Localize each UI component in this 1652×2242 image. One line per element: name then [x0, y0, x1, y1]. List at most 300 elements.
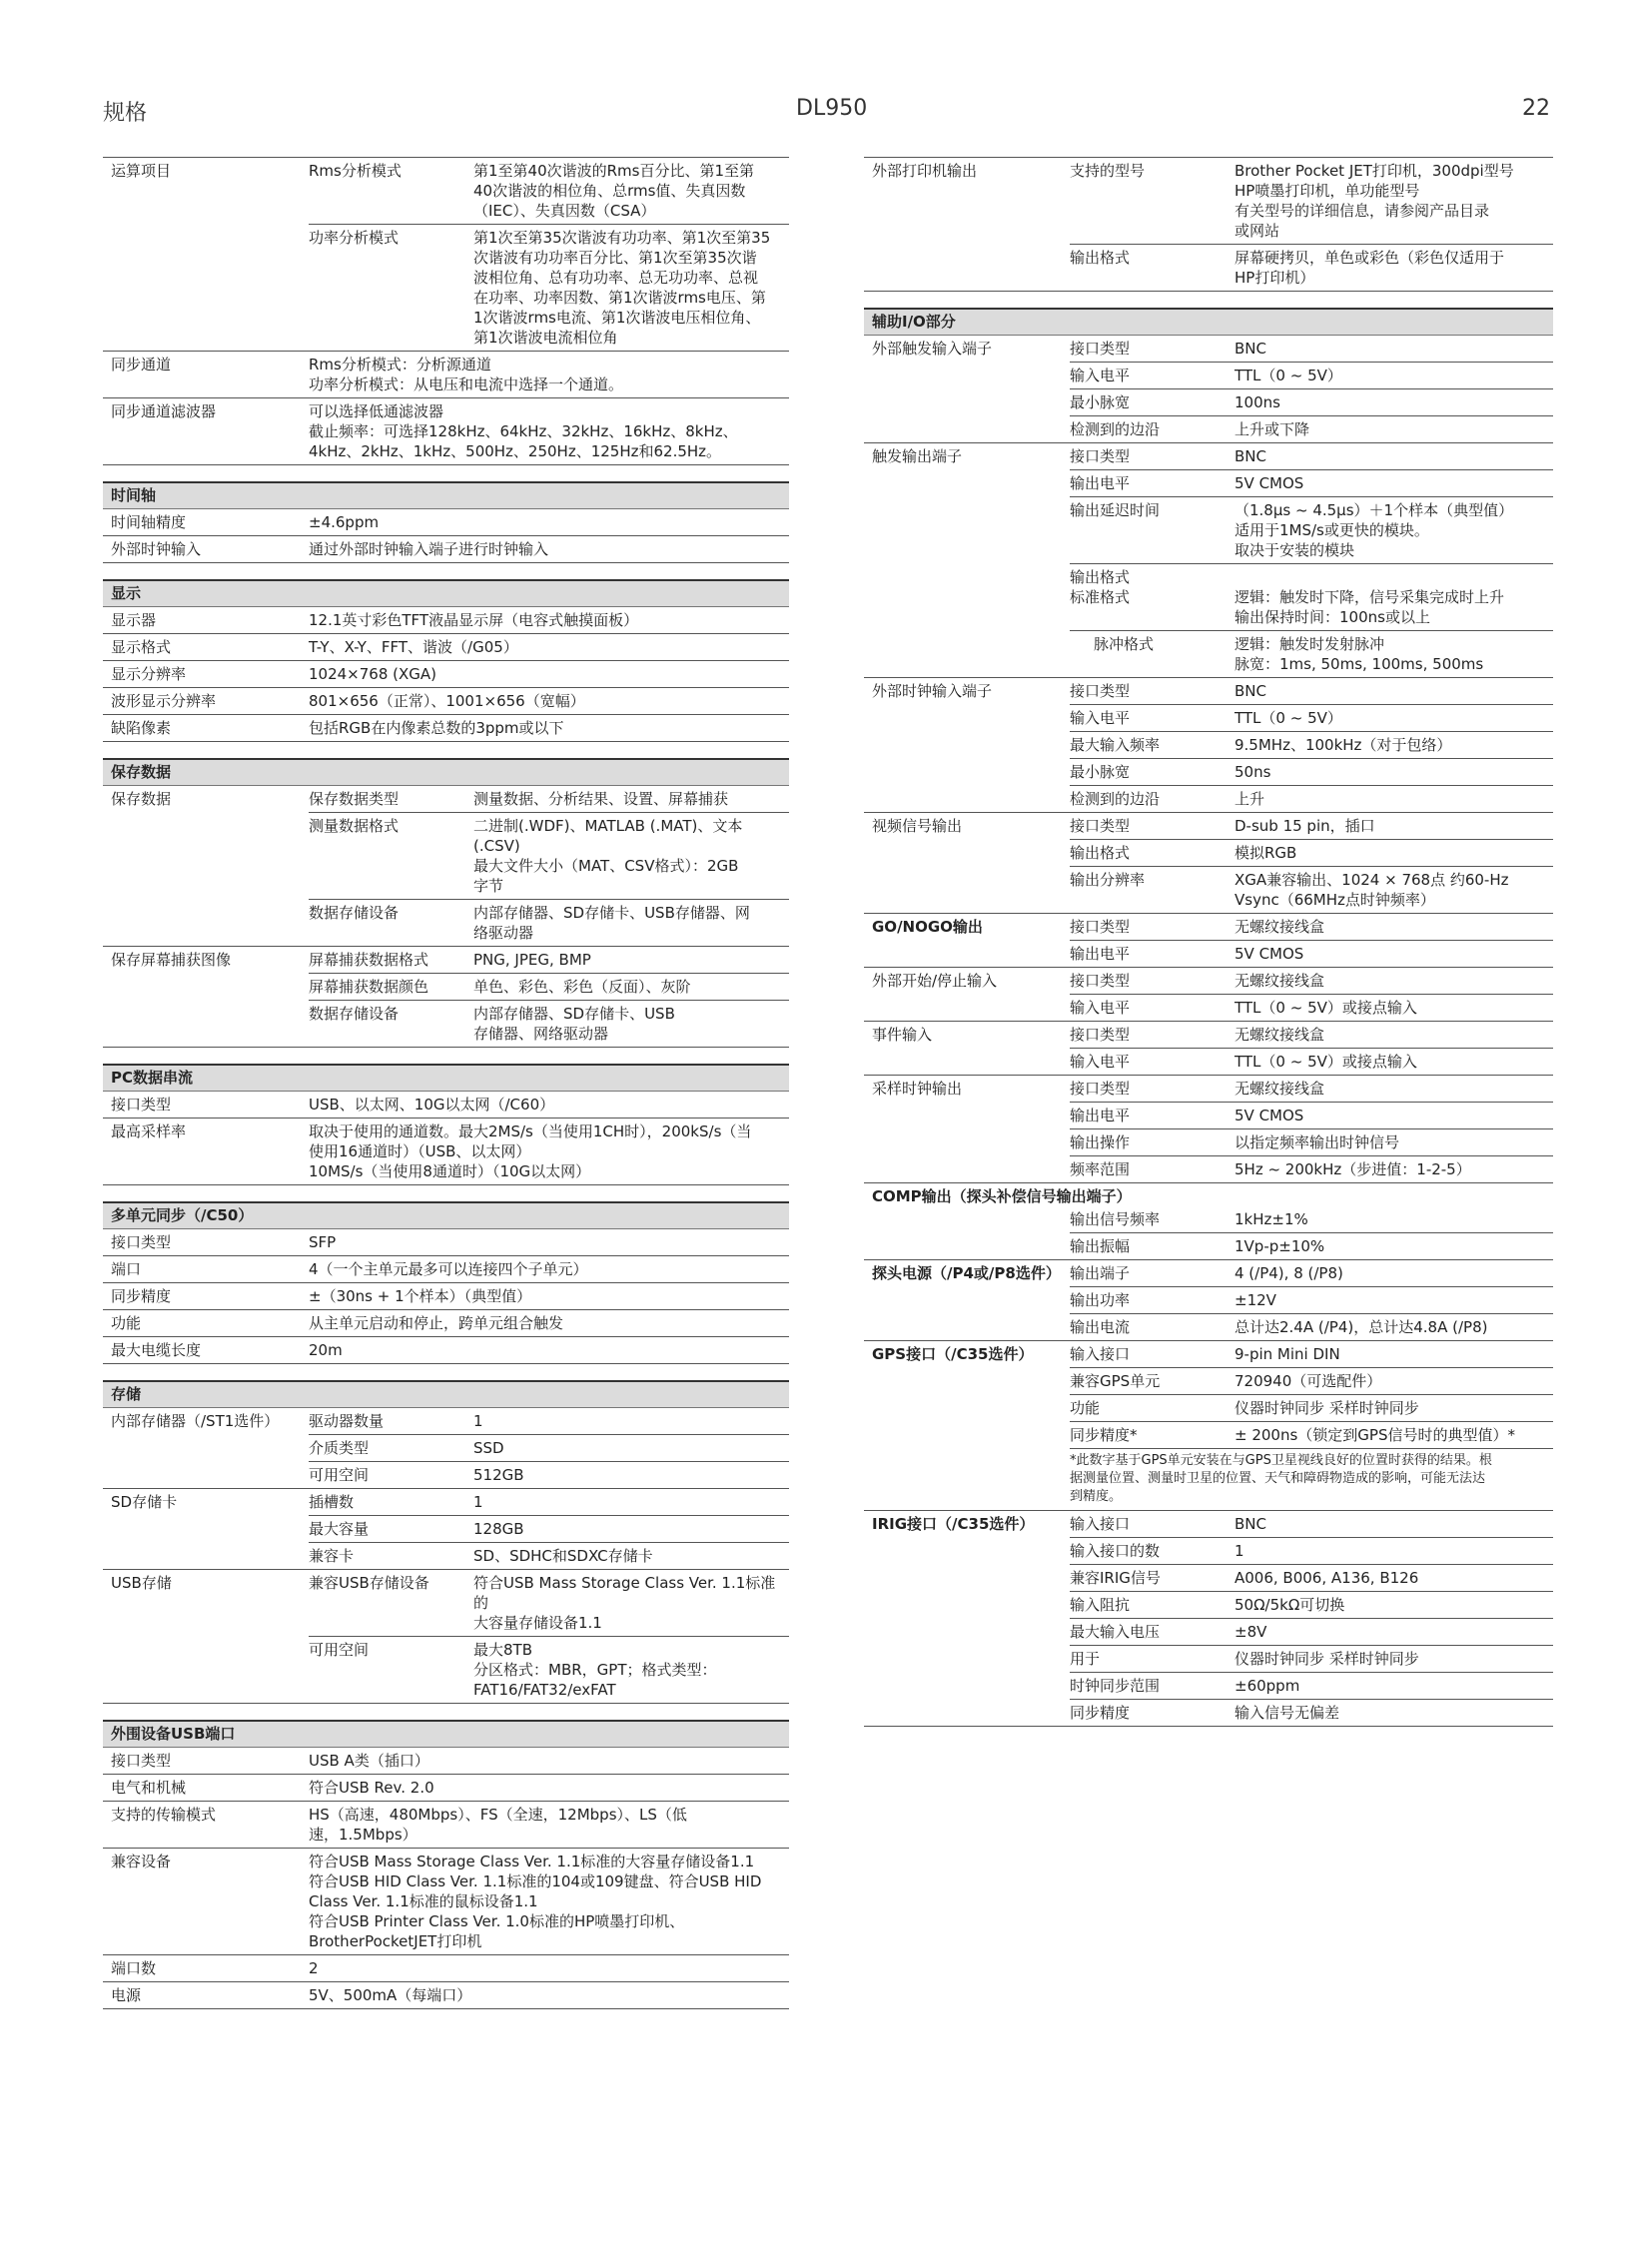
spec-sub-value: 9.5MHz、100kHz（对于包络） — [1235, 736, 1452, 754]
spec-sub-label: 兼容IRIG信号 — [1070, 1569, 1161, 1587]
spec-subrow — [1070, 336, 1553, 363]
spec-subrow — [1070, 470, 1553, 497]
spec-label: 波形显示分辨率 — [111, 692, 217, 710]
spec-subrow — [309, 158, 789, 225]
spec-sub-label: 数据存储设备 — [309, 1005, 400, 1023]
spec-subrow — [1070, 1592, 1553, 1619]
spec-subrow — [309, 900, 789, 946]
spec-row — [103, 1748, 789, 1775]
spec-sub-label: 输出振幅 — [1070, 1237, 1131, 1255]
spec-subrow — [1070, 759, 1553, 786]
spec-label: 显示器 — [111, 611, 157, 629]
spec-subrow — [309, 813, 789, 900]
spec-row — [864, 443, 1553, 678]
spec-sub-label: 接口类型 — [1070, 817, 1131, 835]
spec-row — [103, 715, 789, 742]
spec-label: 最大电缆长度 — [111, 1341, 202, 1359]
spec-sub-value: 测量数据、分析结果、设置、屏幕捕获 — [473, 790, 729, 808]
spec-sub-value: TTL（0 ~ 5V）或接点输入 — [1235, 1053, 1417, 1071]
spec-sub-label: 输入接口 — [1070, 1515, 1131, 1533]
spec-sub-value: 5V CMOS — [1235, 1107, 1304, 1124]
spec-label: 同步通道 — [111, 356, 172, 374]
spec-sub-label: 输入阻抗 — [1070, 1596, 1131, 1614]
spec-sub-label: Rms分析模式 — [309, 162, 402, 180]
spec-value: 从主单元启动和停止，跨单元组合触发 — [309, 1314, 564, 1332]
spec-row — [864, 1341, 1553, 1511]
spec-label: 端口 — [111, 1260, 142, 1278]
section-title: PC数据串流 — [103, 1064, 789, 1092]
spec-value: Rms分析模式：分析源通道 功率分析模式：从电压和电流中选择一个通道。 — [309, 356, 624, 393]
spec-subrow — [1070, 1049, 1553, 1075]
spec-sub-value: 内部存储器、SD存储卡、USB存储器、网 络驱动器 — [473, 904, 750, 942]
spec-section — [103, 1064, 789, 1185]
spec-subrow — [1070, 840, 1553, 867]
spec-subrow — [309, 1435, 789, 1462]
spec-subrow — [1070, 1314, 1553, 1340]
spec-value: 5V、500mA（每端口） — [309, 1986, 472, 2004]
spec-label: 采样时钟输出 — [872, 1080, 963, 1098]
spec-row — [864, 336, 1553, 443]
spec-section — [864, 157, 1553, 292]
spec-sub-label: 输出分辨率 — [1070, 871, 1146, 889]
spec-value: 符合USB Mass Storage Class Ver. 1.1标准的大容量存储设备1.1 符合USB HID Class Ver. 1.1标准的104或109键盘、符合USB HID Class Ver. 1.1标准的鼠标设备1.1 符合USB Printer Class Ver. 1.0标准的HP喷墨打印机、 BrotherPocketJET打印机 — [309, 1853, 762, 1950]
spec-row-group — [864, 1183, 1553, 1259]
spec-row — [103, 661, 789, 688]
spec-sub-value: 以指定频率输出时钟信号 — [1235, 1133, 1400, 1151]
spec-sub-label: 最大容量 — [309, 1520, 370, 1538]
spec-sub-label: 接口类型 — [1070, 340, 1131, 358]
spec-sub-label: 输入电平 — [1070, 999, 1131, 1017]
spec-value: SFP — [309, 1233, 337, 1251]
spec-sub-label: 可用空间 — [309, 1641, 370, 1659]
spec-sub-label: 输出电平 — [1070, 945, 1131, 963]
spec-value: 通过外部时钟输入端子进行时钟输入 — [309, 540, 549, 558]
spec-sub-value: 内部存储器、SD存储卡、USB 存储器、网络驱动器 — [473, 1005, 675, 1043]
spec-sub-label: 输出电平 — [1070, 474, 1131, 492]
spec-row — [103, 1408, 789, 1489]
spec-row — [103, 688, 789, 715]
spec-subrows — [309, 786, 789, 946]
spec-subrow — [1070, 1287, 1553, 1314]
section-title: 外围设备USB端口 — [103, 1720, 789, 1748]
spec-subrow — [1070, 1700, 1553, 1726]
spec-row — [103, 509, 789, 536]
spec-label: 保存数据 — [111, 790, 172, 808]
spec-row — [864, 1511, 1553, 1727]
spec-sub-value: 无螺纹接线盒 — [1235, 1080, 1325, 1098]
spec-label: 探头电源（/P4或/P8选件） — [872, 1264, 1061, 1282]
spec-subrow — [1070, 995, 1553, 1021]
spec-value: 符合USB Rev. 2.0 — [309, 1779, 434, 1797]
spec-sub-label: 频率范围 — [1070, 1160, 1131, 1178]
spec-row — [103, 786, 789, 947]
spec-sub-value: 50ns — [1235, 763, 1271, 781]
spec-sub-value: 仪器时钟同步 采样时钟同步 — [1235, 1650, 1419, 1668]
spec-value: 包括RGB在内像素总数的3ppm或以下 — [309, 719, 564, 737]
spec-sub-label: 兼容USB存储设备 — [309, 1574, 429, 1592]
spec-sub-value: 512GB — [473, 1466, 524, 1484]
spec-sub-value: 符合USB Mass Storage Class Ver. 1.1标准的 大容量存储设备1.1 — [473, 1574, 776, 1632]
spec-value: 1024×768 (XGA) — [309, 665, 437, 683]
spec-label: 运算项目 — [111, 162, 172, 180]
spec-label: 外部打印机输出 — [872, 162, 978, 180]
spec-sub-label: 最小脉宽 — [1070, 763, 1131, 781]
spec-sub-value: 总计达2.4A (/P4)，总计达4.8A (/P8) — [1235, 1318, 1488, 1336]
spec-sub-value: ±12V — [1235, 1291, 1276, 1309]
spec-sub-value: 4 (/P4), 8 (/P8) — [1235, 1264, 1343, 1282]
spec-row — [103, 1229, 789, 1256]
spec-sub-label: 脉冲格式 — [1094, 635, 1155, 653]
spec-subrow — [1070, 1565, 1553, 1592]
spec-sub-value: TTL（0 ~ 5V） — [1235, 709, 1342, 727]
spec-sub-value: 1Vp-p±10% — [1235, 1237, 1325, 1255]
spec-sub-value: 屏幕硬拷贝，单色或彩色（彩色仅适用于 HP打印机） — [1235, 249, 1505, 287]
spec-sub-value: 模拟RGB — [1235, 844, 1297, 862]
spec-section — [103, 579, 789, 742]
spec-section — [103, 1380, 789, 1704]
spec-value: ±4.6ppm — [309, 513, 380, 531]
spec-row — [864, 1183, 1553, 1260]
spec-row — [103, 1849, 789, 1955]
spec-sub-value: 最大8TB 分区格式：MBR，GPT；格式类型： FAT16/FAT32/exFAT — [473, 1641, 717, 1699]
spec-sub-label: 接口类型 — [1070, 1026, 1131, 1044]
spec-sub-value: 1kHz±1% — [1235, 1210, 1308, 1228]
spec-value: USB、以太网、10G以太网（/C60） — [309, 1096, 555, 1114]
spec-label: COMP输出（探头补偿信号输出端子） — [872, 1187, 1132, 1205]
spec-subrow — [309, 1637, 789, 1703]
spec-sub-value: 无螺纹接线盒 — [1235, 972, 1325, 990]
spec-subrow — [1070, 1341, 1553, 1368]
spec-sub-label: 屏幕捕获数据格式 — [309, 951, 429, 969]
spec-sub-value: 无螺纹接线盒 — [1235, 1026, 1325, 1044]
spec-row — [103, 1119, 789, 1185]
spec-label: 显示格式 — [111, 638, 172, 656]
spec-subrows — [309, 947, 789, 1047]
spec-subrow — [1070, 867, 1553, 913]
spec-subrows — [1070, 1206, 1553, 1259]
spec-label: 电气和机械 — [111, 1779, 187, 1797]
section-title: 多单元同步（/C50） — [103, 1201, 789, 1229]
spec-subrow — [1070, 1646, 1553, 1673]
section-title: 辅助I/O部分 — [864, 308, 1553, 336]
spec-sub-value: 仪器时钟同步 采样时钟同步 — [1235, 1399, 1419, 1417]
left-column — [103, 157, 789, 2009]
spec-subrow — [1070, 813, 1553, 840]
spec-subrow — [1070, 1673, 1553, 1700]
spec-sub-value: TTL（0 ~ 5V）或接点输入 — [1235, 999, 1417, 1017]
spec-subrows — [309, 158, 789, 351]
spec-sub-value: 5V CMOS — [1235, 474, 1304, 492]
spec-sub-label: 输入接口 — [1070, 1345, 1131, 1363]
spec-label: 缺陷像素 — [111, 719, 172, 737]
spec-row — [103, 1775, 789, 1802]
spec-row — [864, 1260, 1553, 1341]
spec-sub-block — [864, 1206, 1553, 1259]
spec-sub-label: 兼容GPS单元 — [1070, 1372, 1161, 1390]
spec-row — [103, 634, 789, 661]
spec-sub-value: XGA兼容输出、1024 × 768点 约60-Hz Vsync（66MHz点时钟频率） — [1235, 871, 1509, 909]
spec-subrow — [309, 1462, 789, 1488]
spec-sub-value: 1 — [473, 1493, 483, 1511]
spec-sub-label: 检测到的边沿 — [1070, 420, 1161, 438]
spec-sub-value: TTL（0 ~ 5V） — [1235, 367, 1342, 384]
spec-subrow — [309, 786, 789, 813]
spec-sub-label: 测量数据格式 — [309, 817, 400, 835]
spec-value: 801×656（正常）、1001×656（宽幅） — [309, 692, 585, 710]
spec-subrow — [309, 1489, 789, 1516]
spec-row — [103, 607, 789, 634]
spec-subrow — [309, 1543, 789, 1569]
spec-subrow — [309, 1408, 789, 1435]
spec-row — [103, 398, 789, 465]
spec-subrows — [1070, 678, 1553, 812]
spec-sub-value: PNG, JPEG, BMP — [473, 951, 591, 969]
spec-row — [103, 536, 789, 563]
section-title: 保存数据 — [103, 758, 789, 786]
spec-subrow — [1070, 1206, 1553, 1233]
spec-value: 4（一个主单元最多可以连接四个子单元） — [309, 1260, 588, 1278]
spec-sub-value: ±8V — [1235, 1623, 1267, 1641]
spec-subrow — [1070, 564, 1553, 631]
spec-subrow — [1070, 786, 1553, 812]
spec-sub-label: 最大输入频率 — [1070, 736, 1161, 754]
spec-sub-value: 输入信号无偏差 — [1235, 1704, 1340, 1722]
spec-section — [103, 1201, 789, 1364]
spec-subrow — [1070, 497, 1553, 564]
spec-subrow — [1070, 1422, 1553, 1449]
spec-row — [103, 1570, 789, 1704]
spec-subrow — [1070, 968, 1553, 995]
spec-label: 保存屏幕捕获图像 — [111, 951, 232, 969]
spec-sub-label: 接口类型 — [1070, 1080, 1131, 1098]
spec-subrows — [1070, 1341, 1553, 1510]
spec-subrow — [309, 1516, 789, 1543]
spec-row — [103, 352, 789, 398]
spec-sub-value: A006, B006, A136, B126 — [1235, 1569, 1419, 1587]
spec-subrow — [1070, 1233, 1553, 1259]
spec-row — [864, 678, 1553, 813]
spec-row — [103, 1982, 789, 2009]
spec-label: 事件输入 — [872, 1026, 933, 1044]
spec-sub-value: 无螺纹接线盒 — [1235, 918, 1325, 936]
spec-subrows — [1070, 813, 1553, 913]
spec-subrow — [1070, 941, 1553, 967]
spec-row — [103, 1256, 789, 1283]
spec-sub-label: 输入电平 — [1070, 709, 1131, 727]
spec-sub-label: 输出操作 — [1070, 1133, 1131, 1151]
spec-label: 功能 — [111, 1314, 142, 1332]
spec-subrows — [309, 1408, 789, 1488]
spec-label: 支持的传输模式 — [111, 1806, 217, 1824]
spec-row — [864, 157, 1553, 292]
spec-sub-value: BNC — [1235, 340, 1266, 358]
spec-subrow — [309, 1570, 789, 1637]
spec-value: ±（30ns + 1个样本）（典型值） — [309, 1287, 532, 1305]
spec-sub-label: 输出格式 — [1070, 844, 1131, 862]
section-title: 存储 — [103, 1380, 789, 1408]
spec-sub-value: （1.8μs ~ 4.5μs）＋1个样本（典型值） 适用于1MS/s或更快的模块。 取决于安装的模块 — [1235, 501, 1514, 559]
spec-label: 电源 — [111, 1986, 142, 2004]
spec-row — [864, 1076, 1553, 1183]
spec-row — [864, 968, 1553, 1022]
spec-subrow — [309, 974, 789, 1001]
header-title: 规格 — [103, 101, 148, 126]
spec-label: IRIG接口（/C35选件） — [872, 1515, 1035, 1533]
spec-sub-value: D-sub 15 pin，插口 — [1235, 817, 1375, 835]
spec-sub-label: 介质类型 — [309, 1439, 370, 1457]
spec-subrows — [309, 1489, 789, 1569]
spec-sub-label: 插槽数 — [309, 1493, 355, 1511]
spec-section — [103, 1720, 789, 2009]
section-title: 显示 — [103, 579, 789, 607]
spec-row — [103, 1092, 789, 1119]
spec-sub-value: BNC — [1235, 447, 1266, 465]
spec-subrows — [1070, 914, 1553, 967]
spec-subrow — [1070, 1619, 1553, 1646]
spec-label: 同步通道滤波器 — [111, 402, 217, 420]
spec-sub-value: 128GB — [473, 1520, 524, 1538]
spec-sub-label: 输入电平 — [1070, 367, 1131, 384]
spec-value: 取决于使用的通道数。最大2MS/s（当使用1CH时），200kS/s（当 使用16通道时）（USB、以太网） 10MS/s（当使用8通道时）（10G以太网） — [309, 1122, 752, 1180]
spec-label: 外部开始/停止输入 — [872, 972, 998, 990]
spec-sub-value: 单色、彩色、彩色（反面）、灰阶 — [473, 978, 691, 996]
spec-subrows — [1070, 968, 1553, 1021]
spec-subrows — [1070, 1260, 1553, 1340]
spec-sub-label: 检测到的边沿 — [1070, 790, 1161, 808]
spec-subrow — [309, 225, 789, 351]
spec-label: 端口数 — [111, 1959, 157, 1977]
spec-subrow — [1070, 631, 1553, 677]
spec-label: 视频信号输出 — [872, 817, 963, 835]
spec-sub-value: 1 — [473, 1412, 483, 1430]
spec-sub-label: 支持的型号 — [1070, 162, 1146, 180]
spec-label: USB存储 — [111, 1574, 172, 1592]
spec-sub-value: 9-pin Mini DIN — [1235, 1345, 1340, 1363]
spec-sub-value: 1 — [1235, 1542, 1244, 1560]
spec-label: 内部存储器（/ST1选件） — [111, 1412, 280, 1430]
spec-sub-value: ±60ppm — [1235, 1677, 1300, 1695]
spec-subrows — [1070, 1076, 1553, 1182]
spec-sub-label: 输出信号频率 — [1070, 1210, 1161, 1228]
spec-subrow — [1070, 705, 1553, 732]
spec-sub-label: 输出功率 — [1070, 1291, 1131, 1309]
spec-sub-label: 兼容卡 — [309, 1547, 355, 1565]
spec-sub-label: 保存数据类型 — [309, 790, 400, 808]
spec-sub-label: 输出电流 — [1070, 1318, 1131, 1336]
spec-label: 接口类型 — [111, 1752, 172, 1770]
spec-subrow — [1070, 732, 1553, 759]
spec-sub-value: 5Hz ~ 200kHz（步进值：1-2-5） — [1235, 1160, 1471, 1178]
spec-section — [103, 758, 789, 1048]
spec-sub-value: 50Ω/5kΩ可切换 — [1235, 1596, 1345, 1614]
spec-sub-label: 时钟同步范围 — [1070, 1677, 1161, 1695]
spec-sub-label: 接口类型 — [1070, 972, 1131, 990]
spec-sub-value: 第1至第40次谐波的Rms百分比、第1至第 40次谐波的相位角、总rms值、失真因数 （IEC）、失真因数（CSA） — [473, 162, 755, 220]
spec-label: 显示分辨率 — [111, 665, 187, 683]
spec-subrows — [309, 1570, 789, 1703]
spec-sub-label: 同步精度 — [1070, 1704, 1131, 1722]
spec-row — [103, 947, 789, 1048]
spec-sub-label: 输入接口的数 — [1070, 1542, 1161, 1560]
spec-sub-value: BNC — [1235, 682, 1266, 700]
spec-value: 可以选择低通滤波器 截止频率：可选择128kHz、64kHz、32kHz、16kHz、8kHz、 4kHz、2kHz、1kHz、500Hz、250Hz、125Hz和62.5Hz。 — [309, 402, 738, 460]
spec-row — [864, 1022, 1553, 1076]
spec-subrow — [1070, 363, 1553, 389]
spec-subrow — [1070, 1538, 1553, 1565]
spec-sub-label: 数据存储设备 — [309, 904, 400, 922]
spec-row — [864, 813, 1553, 914]
spec-subrow — [1070, 1260, 1553, 1287]
spec-label: 时间轴精度 — [111, 513, 187, 531]
spec-sub-label: 输出格式 标准格式 — [1070, 568, 1131, 606]
spec-label: 接口类型 — [111, 1233, 172, 1251]
spec-row — [864, 914, 1553, 968]
spec-subrow — [1070, 1511, 1553, 1538]
page-number: 22 — [1522, 96, 1550, 121]
spec-sub-value: 100ns — [1235, 393, 1280, 411]
spec-section — [103, 157, 789, 465]
spec-subrow — [1070, 1156, 1553, 1182]
spec-row — [103, 1310, 789, 1337]
spec-label: 外部时钟输入 — [111, 540, 202, 558]
spec-sub-label: 驱动器数量 — [309, 1412, 385, 1430]
spec-value: 20m — [309, 1341, 343, 1359]
spec-sub-label: 最小脉宽 — [1070, 393, 1131, 411]
spec-value: 12.1英寸彩色TFT液晶显示屏（电容式触摸面板） — [309, 611, 639, 629]
spec-subrow — [1070, 389, 1553, 416]
spec-sub-value: SSD — [473, 1439, 504, 1457]
spec-section — [864, 308, 1553, 1727]
spec-label: 同步精度 — [111, 1287, 172, 1305]
spec-label: 最高采样率 — [111, 1122, 187, 1140]
spec-sub-label: 功率分析模式 — [309, 229, 400, 247]
spec-sub-label: 输出电平 — [1070, 1107, 1131, 1124]
spec-sub-label: 同步精度* — [1070, 1426, 1138, 1444]
spec-value: USB A类（插口） — [309, 1752, 429, 1770]
spec-sub-value: ± 200ns（锁定到GPS信号时的典型值）* — [1235, 1426, 1515, 1444]
spec-subrow — [309, 947, 789, 974]
spec-subrows — [1070, 336, 1553, 442]
right-column — [864, 157, 1553, 1727]
spec-sub-value: 逻辑：触发时发射脉冲 脉宽：1ms, 50ms, 100ms, 500ms — [1235, 635, 1484, 673]
spec-row — [103, 1283, 789, 1310]
spec-subrows — [1070, 1511, 1553, 1726]
spec-subrow — [1070, 1368, 1553, 1395]
spec-label: 触发输出端子 — [872, 447, 963, 465]
spec-subrow — [1070, 1076, 1553, 1103]
spec-sub-label: 功能 — [1070, 1399, 1101, 1417]
spec-row — [103, 1955, 789, 1982]
spec-sub-label: 输出端子 — [1070, 1264, 1131, 1282]
spec-subrow — [1070, 158, 1553, 245]
spec-sub-value: 逻辑：触发时下降，信号采集完成时上升 输出保持时间：100ns或以上 — [1235, 588, 1505, 626]
spec-subrow — [1070, 416, 1553, 442]
spec-subrow — [1070, 245, 1553, 291]
section-title: 时间轴 — [103, 481, 789, 509]
spec-sub-label: 屏幕捕获数据颜色 — [309, 978, 429, 996]
spec-label: 外部触发输入端子 — [872, 340, 993, 358]
spec-sub-label: 接口类型 — [1070, 447, 1131, 465]
spec-subrow — [1070, 1395, 1553, 1422]
spec-subrow — [1070, 1129, 1553, 1156]
spec-sub-value: BNC — [1235, 1515, 1266, 1533]
spec-subrow — [1070, 1022, 1553, 1049]
spec-section — [103, 481, 789, 563]
spec-sub-label: 接口类型 — [1070, 918, 1131, 936]
spec-label: GO/NOGO输出 — [872, 918, 983, 936]
spec-row — [103, 1489, 789, 1570]
header-model: DL950 — [796, 96, 868, 121]
